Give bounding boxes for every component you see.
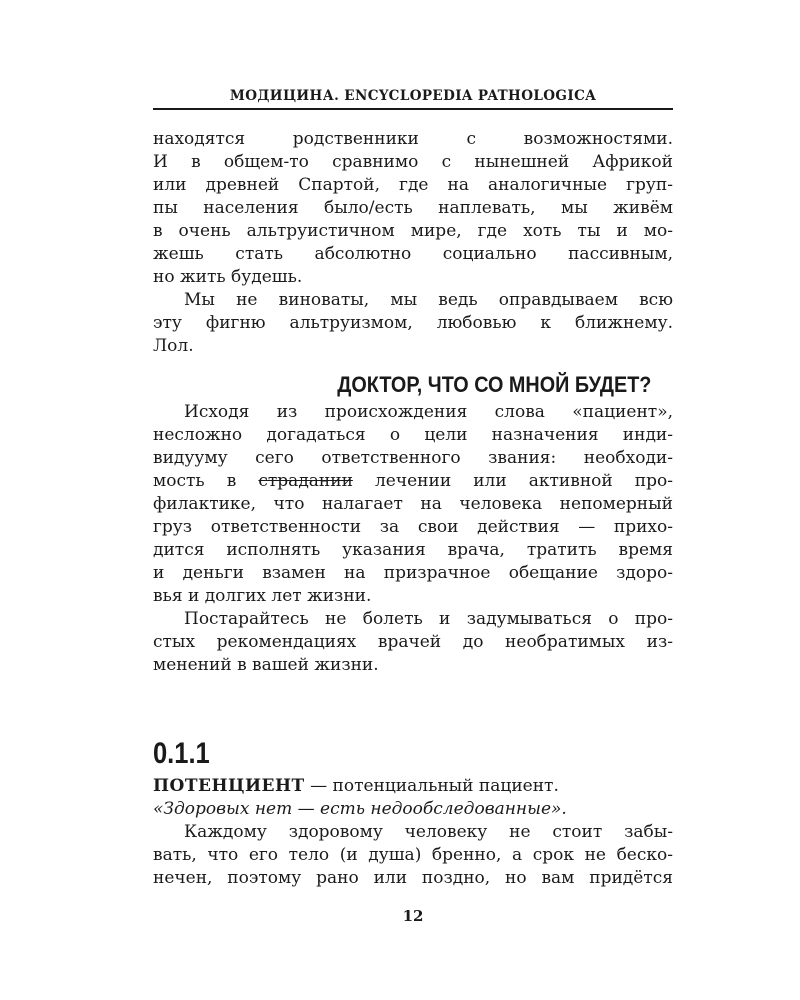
- text-line: но жить будешь.: [153, 267, 303, 287]
- definition-text: — потенциальный пациент.: [304, 776, 559, 796]
- paragraph-block-3: [153, 775, 673, 890]
- text-line: или древней Спартой, где на аналогичные груп-: [153, 175, 673, 195]
- strikethrough-word: страдании: [258, 471, 353, 491]
- page-number: 12: [402, 907, 424, 925]
- subsection-number: 0.1.1: [153, 737, 210, 770]
- text-line: вать, что его тело (и душа) бренно, а срок не беско-: [153, 845, 673, 865]
- text-line: Каждому здоровому человеку не стоит забы-: [184, 822, 673, 842]
- text-line: эту фигню альтруизмом, любовью к ближнему.: [153, 313, 673, 333]
- text-line: несложно догадаться о цели назначения инди-: [153, 425, 673, 445]
- section-heading: ДОКТОР, ЧТО СО МНОЙ БУДЕТ?: [337, 372, 652, 397]
- text-line: нечен, поэтому рано или поздно, но вам придётся: [153, 868, 673, 888]
- text-line: в очень альтруистичном мире, где хоть ты и мо-: [153, 221, 673, 241]
- text-line: Лол.: [153, 336, 194, 356]
- epigraph-quote: «Здоровых нет — есть недообследованные».: [153, 799, 567, 819]
- text-line: менений в вашей жизни.: [153, 655, 379, 675]
- text-line: вья и долгих лет жизни.: [153, 586, 372, 606]
- text-fragment: лечении или активной про-: [352, 471, 673, 491]
- running-header: МОДИЦИНА. ENCYCLOPEDIA PATHOLOGICA: [229, 88, 597, 104]
- definition-line: [153, 775, 673, 798]
- text-line: пы населения было/есть наплевать, мы живём: [153, 198, 673, 218]
- text-line: Исходя из происхождения слова «пациент»,: [184, 402, 673, 422]
- header-rule: [153, 108, 673, 110]
- text-line: груз ответственности за свои действия — прихо-: [153, 517, 673, 537]
- defined-term: ПОТЕНЦИЕНТ: [153, 776, 305, 796]
- text-line: жешь стать абсолютно социально пассивным,: [153, 244, 673, 264]
- text-line: видууму сего ответственного звания: необходи-: [153, 448, 673, 468]
- text-line: Мы не виноваты, мы ведь оправдываем всю: [184, 290, 673, 310]
- text-line: И в общем-то сравнимо с нынешней Африкой: [153, 152, 673, 172]
- text-line: дится исполнять указания врача, тратить время: [153, 540, 673, 560]
- text-line: находятся родственники с возможностями.: [153, 129, 673, 149]
- text-line: Постарайтесь не болеть и задумываться о про-: [184, 609, 673, 629]
- text-line: филактике, что налагает на человека непомерный: [153, 494, 673, 514]
- paragraph-block-2: [153, 401, 673, 677]
- text-line-with-strike: [153, 470, 673, 493]
- text-fragment: мость в: [153, 471, 259, 491]
- text-line: стых рекомендациях врачей до необратимых из-: [153, 632, 673, 652]
- paragraph-block-1: [153, 128, 673, 358]
- text-line: и деньги взамен на призрачное обещание здоро-: [153, 563, 673, 583]
